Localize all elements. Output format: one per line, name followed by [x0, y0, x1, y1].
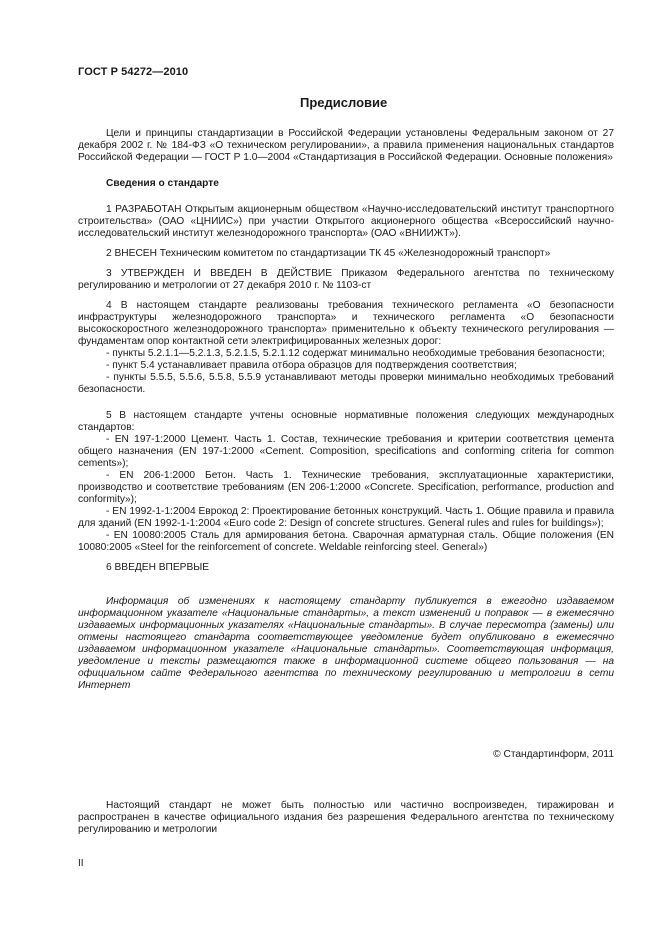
section-heading: Сведения о стандарте — [106, 178, 219, 189]
page-title: Предисловие — [300, 95, 388, 110]
document-body — [78, 128, 614, 692]
item-2: 2 ВНЕСЕН Техническим комитетом по стандартизации ТК 45 «Железнодорожный транспорт» — [106, 248, 551, 259]
item-4-bullet: - пункты 5.2.1.1—5.2.1.3, 5.2.1.5, 5.2.1.12 содержат минимально необходимые требования безопасности; — [106, 348, 605, 359]
item-6: 6 ВВЕДЕН ВПЕРВЫЕ — [106, 562, 210, 573]
item-3: 3 УТВЕРЖДЕН И ВВЕДЕН В ДЕЙСТВИЕ Приказом Федерального агентства по техническому регулированию и метрологии от 27 декабря 2010 г. № 1103-ст — [78, 268, 614, 291]
reproduction-notice-text: Настоящий стандарт не может быть полностью или частично воспроизведен, тиражирован и распространен в качестве официального издания без разрешения Федерального агентства по техническому регулированию и метрологии — [78, 800, 614, 835]
intro-paragraph: Цели и принципы стандартизации в Российской Федерации установлены Федеральным законом от 27 декабря 2002 г. № 184-ФЗ «О техническом регулировании», а правила применения национальных стандартов Российской Федерации — ГОСТ Р 1.0—2004 «Стандартизация в Российской Федерации. Основные положения» — [78, 128, 614, 163]
item-4-bullet: - пункты 5.5.5, 5.5.6, 5.5.8, 5.5.9 устанавливают методы проверки минимально необходимых требований безопасности. — [78, 372, 614, 395]
item-5: 5 В настоящем стандарте учтены основные нормативные положения следующих международных стандартов: — [78, 410, 614, 433]
change-notice: Информация об изменениях к настоящему стандарту публикуется в ежегодно издаваемом информационном указателе «Национальные стандарты», а текст изменений и поправок — в ежемесячно издаваемых информационных указателях «Национальные стандарты». В случае пересмотра (замены) или отмены настоящего стандарта соответствующее уведомление будет опубликовано в ежемесячно издаваемом информационном указателе «Национальные стандарты». Соответствующая информация, уведомление и тексты размещаются также в информационной системе общего пользования — на официальном сайте Федерального агентства по техническому регулированию и метрологии в сети Интернет — [78, 596, 614, 691]
item-4: 4 В настоящем стандарте реализованы требования технического регламента «О безопасности инфраструктуры железнодорожного транспорта» и технического регламента «О безопасности высокоскоростного железнодорожного транспорта» применительно к объекту технического регулирования — фундаментам опор контактной сети электрифицированных железных дорог: — [78, 300, 614, 347]
item-5-bullet: - EN 206-1:2000 Бетон. Часть 1. Технические требования, эксплуатационные характеристики, производство и соответствие требованиям (EN 206-1:2000 «Concrete. Specification, performance, production and conformity»); — [78, 470, 614, 505]
item-1: 1 РАЗРАБОТАН Открытым акционерным обществом «Научно-исследовательский институт транспортного строительства» (ОАО «ЦНИИС») при участии Открытого акционерного общества «Всероссийский научно-исследовательский институт железнодорожного транспорта» (ОАО «ВНИИЖТ»). — [78, 204, 614, 239]
item-5-bullet: - EN 1992-1-1:2004 Еврокод 2: Проектирование бетонных конструкций. Часть 1. Общие правила и правила для зданий (EN 1992-1-1:2004 «Euro code 2: Design of concrete structures. General rules and rules for buildings»); — [78, 506, 614, 529]
reproduction-notice — [78, 800, 614, 836]
item-5-bullet: - EN 10080:2005 Сталь для армирования бетона. Сварочная арматурная сталь. Общие положения (EN 10080:2005 «Steel for the reinforcement of concrete. Weldable reinforcing steel. General») — [78, 530, 614, 553]
item-5-bullet: - EN 197-1:2000 Цемент. Часть 1. Состав, технические требования и критерии соответствия цемента общего назначения (EN 197-1:2000 «Cement. Composition, specifications and conforming criteria for common cements»); — [78, 434, 614, 469]
document-id: ГОСТ Р 54272—2010 — [78, 66, 189, 78]
copyright-line: © Стандартинформ, 2011 — [493, 749, 614, 760]
page-number: II — [78, 858, 84, 869]
item-4-bullet: - пункт 5.4 устанавливает правила отбора образцов для подтверждения соответствия; — [106, 360, 517, 371]
